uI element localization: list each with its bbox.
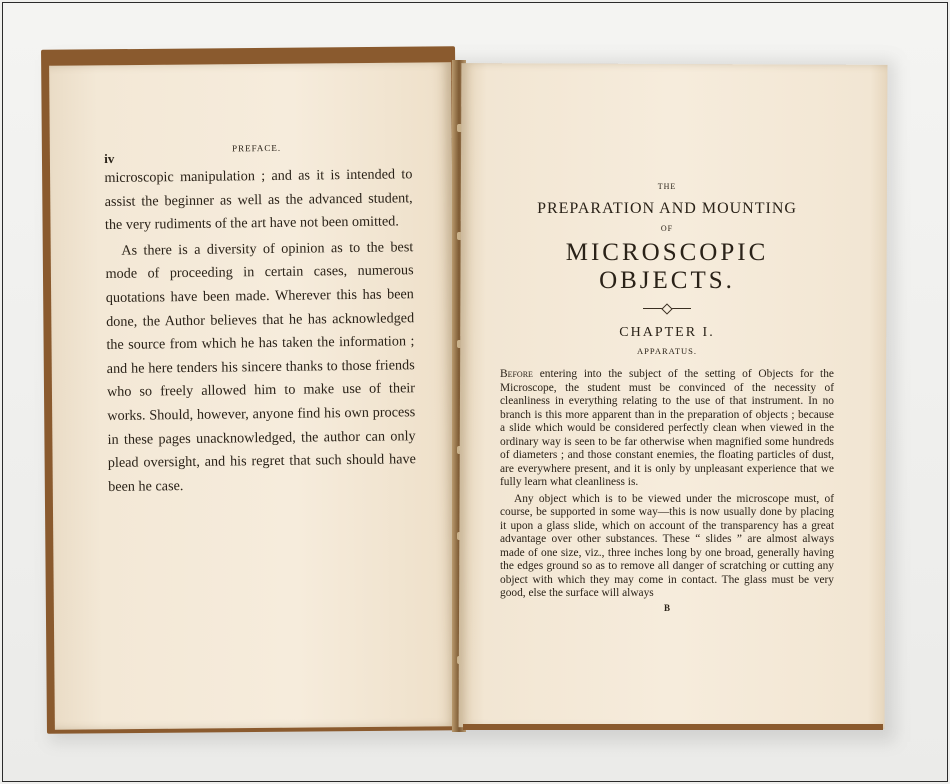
preface-paragraph: microscopic manipulation ; and as it is intended to assist the beginner as well as the advanced student, the very rudiments of the art have not been omitted.: [104, 166, 413, 234]
title-of: OF: [660, 224, 674, 233]
title-the: THE: [657, 182, 677, 191]
chapter-subtitle: APPARATUS.: [637, 346, 697, 356]
preface-paragraph: As there is a diversity of opinion as to the best mode of proceeding in certain cases, numerous quotations have been made. Wherever this has been done, the Author believes that he has acknowledged the source from which he has taken the information ; and he here tenders his sincere thanks to those friends who so freely allowed him to make use of their works. Should, however, anyone find his own process in these pages unacknowledged, the author can only plead oversight, and his regret that such should have been he case.: [105, 239, 416, 495]
title-big: MICROSCOPIC OBJECTS.: [565, 239, 769, 294]
paragraph-text: entering into the subject of the setting of Objects for the Microscope, the student must be convinced of the necessity of cleanliness in everything relating to the use of that instrument. In no branch is this more apparent than in the preparation of objects ; because a slide which would be considered perfectly clean when viewed in the ordinary way is seen to be far otherwise when magnified some hundreds of diameters ; and those constant enemies, the floating particles of dust, are everywhere present, and it is only by unpleasant experience that we fully learn what cleanliness is.: [500, 368, 834, 488]
chapter-heading: CHAPTER I.: [619, 325, 715, 340]
right-cover-edge: [463, 724, 883, 730]
page-number: iv: [104, 150, 115, 166]
title-ornament: [643, 305, 691, 313]
right-page-text: [500, 178, 834, 613]
chapter-paragraph: Any object which is to be viewed under the microscope must, of course, be supported in some way—this is now usually done by placing it upon a glass slide, which on account of the transparency has a great advantage over other substances. These “ slides ” are almost always made of one size, viz., three inches long by one broad, generally having the edges ground so as to remove all danger of scratching or cutting any object with which they may come in contact. The glass must be very good, else the surface will always: [500, 492, 834, 599]
preface-body: [104, 163, 416, 499]
title-main: PREPARATION AND MOUNTING: [537, 200, 797, 217]
signature-mark: B: [663, 602, 670, 613]
running-head: PREFACE.: [231, 142, 282, 154]
opening-word: Before: [500, 368, 533, 380]
chapter-body: [500, 368, 834, 601]
chapter-paragraph: [500, 368, 834, 490]
